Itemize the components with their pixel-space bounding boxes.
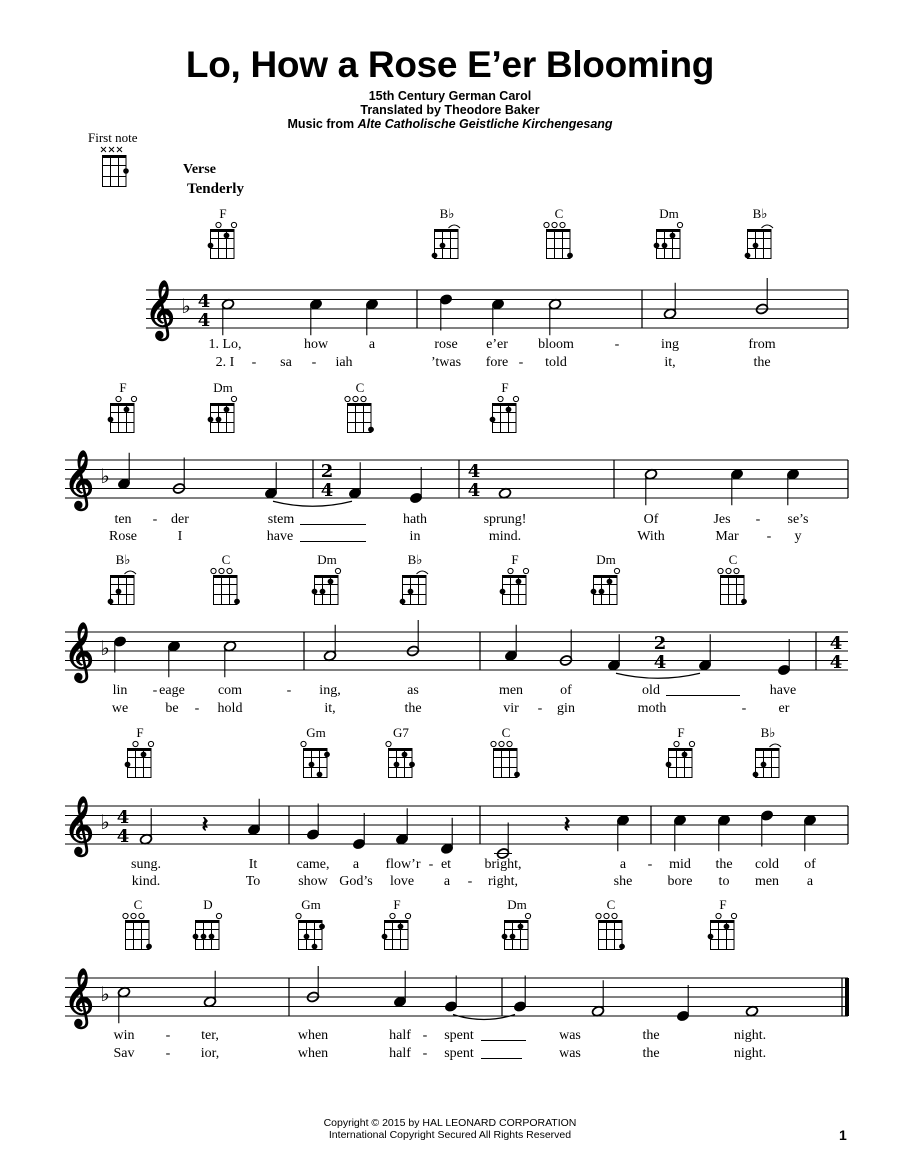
lyric-syllable: we <box>111 701 129 716</box>
chord-name: Gm <box>301 897 321 912</box>
lyric-syllable: a <box>443 874 451 889</box>
chord-name: D <box>203 897 213 912</box>
lyric-syllable: sprung! <box>483 512 527 527</box>
quarter-rest: 𝄽 <box>201 812 209 838</box>
lyric-syllable: - <box>165 1046 171 1061</box>
lyric-syllable: - <box>741 701 747 716</box>
note-head <box>498 487 512 499</box>
chord-name: Gm <box>306 725 326 740</box>
lyric-syllable: when <box>297 1046 329 1061</box>
lyric-syllable: - <box>428 857 434 872</box>
time-signature-top: 4 <box>467 461 481 482</box>
lyric-syllable: - <box>614 337 620 352</box>
lyric-syllable: mind. <box>488 529 522 544</box>
lyric-syllable: Of <box>643 512 659 527</box>
quarter-rest: 𝄽 <box>563 812 571 838</box>
lyric-syllable: God’s <box>339 874 373 889</box>
lyric-syllable: Rose <box>109 529 137 544</box>
chord-name: F <box>119 380 127 395</box>
lyric-syllable: bore <box>667 874 693 889</box>
lyric-syllable: sung. <box>131 857 161 872</box>
rights-line: International Copyright Secured All Rights Reserved <box>328 1129 572 1141</box>
treble-clef: 𝄞 <box>64 449 94 508</box>
lyric-syllable: in <box>409 529 421 544</box>
lyric-syllable: ter, <box>201 1028 219 1043</box>
lyric-syllable: love <box>389 874 415 889</box>
lyric-syllable: be <box>165 701 179 716</box>
lyric-syllable: iah <box>335 355 353 370</box>
chord-name: F <box>136 725 144 740</box>
chord-name: B♭ <box>439 206 455 221</box>
credit-origin: 15th Century German Carol <box>368 89 532 103</box>
chord-name: B♭ <box>760 725 776 740</box>
lyric-syllable: - <box>467 874 473 889</box>
lyric-syllable: - <box>165 1028 171 1043</box>
lyric-syllable: I <box>177 529 183 544</box>
tie <box>273 501 352 506</box>
chord-name: C <box>501 725 511 740</box>
treble-clef: 𝄞 <box>64 967 94 1026</box>
page-number: 1 <box>839 1127 847 1143</box>
chord-name: C <box>221 552 231 567</box>
lyric-syllable: fore <box>485 355 509 370</box>
time-signature-top: 2 <box>320 461 334 482</box>
lyric-syllable: - <box>422 1046 428 1061</box>
chord-name: C <box>606 897 616 912</box>
lyric-syllable: Sav <box>113 1046 135 1061</box>
lyric-syllable: was <box>559 1046 581 1061</box>
lyric-syllable: night. <box>733 1028 767 1043</box>
first-note-label: First note <box>88 130 138 145</box>
chord-name: C <box>554 206 564 221</box>
lyric-syllable: the <box>642 1046 660 1061</box>
tempo-marking: Tenderly <box>187 181 244 197</box>
lyric-syllable: stem <box>267 512 295 527</box>
lyric-syllable: com <box>217 683 243 698</box>
time-signature-bottom: 4 <box>320 480 334 501</box>
copyright-line: Copyright © 2015 by HAL LEONARD CORPORATION <box>323 1117 577 1129</box>
lyric-extender <box>300 541 366 542</box>
lyric-syllable: der <box>171 512 189 527</box>
chord-name: F <box>511 552 519 567</box>
time-signature-top: 4 <box>116 807 130 828</box>
key-signature-flat: ♭ <box>100 464 110 488</box>
treble-clef: 𝄞 <box>64 795 94 854</box>
lyric-syllable: to <box>718 874 730 889</box>
key-signature-flat: ♭ <box>181 294 191 318</box>
chord-name: G7 <box>393 725 409 740</box>
lyric-syllable: told <box>545 355 567 370</box>
chord-name: F <box>501 380 509 395</box>
lyric-syllable: bright, <box>484 857 522 872</box>
time-signature-bottom: 4 <box>197 310 211 331</box>
lyric-syllable: - <box>647 857 653 872</box>
lyric-syllable: the <box>642 1028 660 1043</box>
lyric-extender <box>481 1058 522 1059</box>
lyric-syllable: Jes <box>713 512 731 527</box>
lyric-syllable: ing <box>661 337 679 352</box>
chord-name: F <box>719 897 727 912</box>
chord-name: Dm <box>213 380 233 395</box>
lyric-syllable: of <box>804 857 816 872</box>
lyric-syllable: 2. I <box>215 355 235 370</box>
time-signature-bottom: 4 <box>116 826 130 847</box>
lyric-syllable: have <box>769 683 797 698</box>
final-barline <box>845 978 849 1016</box>
lyric-syllable: a <box>619 857 627 872</box>
lyric-syllable: To <box>245 874 261 889</box>
lyric-syllable: ior, <box>200 1046 220 1061</box>
lyric-syllable: right, <box>488 874 518 889</box>
key-signature-flat: ♭ <box>100 636 110 660</box>
chord-name: B♭ <box>115 552 131 567</box>
lyric-syllable: half <box>389 1046 411 1061</box>
lyric-syllable: the <box>753 355 771 370</box>
lyric-syllable: - <box>311 355 317 370</box>
lyric-syllable: - <box>286 683 292 698</box>
chord-name: F <box>677 725 685 740</box>
lyric-syllable: lin <box>112 683 128 698</box>
lyric-extender <box>481 1040 526 1041</box>
lyric-syllable: it, <box>324 701 336 716</box>
lyric-syllable: was <box>559 1028 581 1043</box>
lyric-syllable: flow’r <box>385 857 421 872</box>
lyric-syllable: night. <box>733 1046 767 1061</box>
lyric-syllable: It <box>248 857 258 872</box>
lyric-syllable: et <box>440 857 452 872</box>
lyric-extender <box>300 524 366 525</box>
lyric-syllable: mid <box>669 857 691 872</box>
lyric-syllable: e’er <box>486 337 508 352</box>
lyric-syllable: se’s <box>787 512 809 527</box>
lyric-syllable: - <box>422 1028 428 1043</box>
lyric-syllable: have <box>266 529 294 544</box>
lyric-syllable: she <box>613 874 633 889</box>
chord-name: B♭ <box>407 552 423 567</box>
lyric-syllable: - <box>152 512 158 527</box>
lyric-syllable: ’twas <box>430 355 462 370</box>
chord-name: Dm <box>596 552 616 567</box>
lyric-syllable: vir <box>503 701 519 716</box>
lyric-syllable: kind. <box>131 874 161 889</box>
lyric-syllable: er <box>778 701 790 716</box>
chord-name: F <box>219 206 227 221</box>
lyric-syllable: - <box>766 529 772 544</box>
lyric-syllable: men <box>754 874 780 889</box>
lyric-syllable: rose <box>434 337 458 352</box>
lyric-syllable: old <box>642 683 660 698</box>
treble-clef: 𝄞 <box>145 279 175 338</box>
lyric-syllable: eage <box>159 683 185 698</box>
lyric-syllable: when <box>297 1028 329 1043</box>
time-signature-bottom: 4 <box>653 652 667 673</box>
lyric-extender <box>666 695 740 696</box>
lyric-syllable: men <box>498 683 524 698</box>
chord-name: C <box>133 897 143 912</box>
chord-name: C <box>355 380 365 395</box>
lyric-syllable: how <box>303 337 329 352</box>
time-signature-bottom: 4 <box>467 480 481 501</box>
lyric-syllable: a <box>368 337 376 352</box>
lyric-syllable: bloom <box>538 337 574 352</box>
time-signature-bottom: 4 <box>829 652 843 673</box>
lyric-syllable: - <box>251 355 257 370</box>
lyric-syllable: half <box>389 1028 411 1043</box>
lyric-syllable: spent <box>444 1046 474 1061</box>
time-signature-top: 2 <box>653 633 667 654</box>
tie <box>616 673 700 678</box>
lyric-syllable: a <box>806 874 814 889</box>
copyright-notice <box>0 1117 900 1141</box>
key-signature-flat: ♭ <box>100 810 110 834</box>
lyric-syllable: - <box>537 701 543 716</box>
lyric-syllable: sa <box>280 355 292 370</box>
chord-name: Dm <box>659 206 679 221</box>
chord-name: F <box>393 897 401 912</box>
lyric-syllable: a <box>352 857 360 872</box>
lyric-syllable: - <box>518 355 524 370</box>
credit-music-source: Music from Alte Catholische Geistliche Kirchengesang <box>287 117 613 131</box>
lyric-syllable: - <box>755 512 761 527</box>
chord-name: Dm <box>317 552 337 567</box>
credit-translator: Translated by Theodore Baker <box>360 103 540 117</box>
time-signature-top: 4 <box>197 291 211 312</box>
lyric-syllable: ten <box>114 512 132 527</box>
tie <box>453 1015 515 1020</box>
lyric-syllable: as <box>407 683 419 698</box>
lyric-syllable: hath <box>402 512 428 527</box>
time-signature-top: 4 <box>829 633 843 654</box>
song-title: Lo, How a Rose E’er Blooming <box>185 44 715 85</box>
lyric-syllable: With <box>637 529 665 544</box>
chord-name: B♭ <box>752 206 768 221</box>
lyric-syllable: spent <box>444 1028 474 1043</box>
lyric-syllable: moth <box>637 701 667 716</box>
lyric-syllable: - <box>152 683 158 698</box>
lyric-syllable: gin <box>557 701 575 716</box>
lyric-syllable: hold <box>217 701 243 716</box>
lyric-syllable: - <box>194 701 200 716</box>
lyric-syllable: came, <box>296 857 330 872</box>
lyric-syllable: cold <box>754 857 780 872</box>
lyric-syllable: show <box>298 874 328 889</box>
chord-name: C <box>728 552 738 567</box>
lyric-syllable: ing, <box>319 683 341 698</box>
section-label: Verse <box>183 162 216 177</box>
treble-clef: 𝄞 <box>64 621 94 680</box>
lyric-syllable: Mar <box>715 529 739 544</box>
note-head <box>745 1005 759 1017</box>
lyric-syllable: the <box>715 857 733 872</box>
lyric-syllable: from <box>748 337 776 352</box>
lyric-syllable: 1. Lo, <box>208 337 242 352</box>
lyric-syllable: of <box>560 683 572 698</box>
lyric-syllable: y <box>794 529 802 544</box>
chord-name: Dm <box>507 897 527 912</box>
lyric-syllable: it, <box>664 355 676 370</box>
key-signature-flat: ♭ <box>100 982 110 1006</box>
lyric-syllable: win <box>113 1028 135 1043</box>
lyric-syllable: the <box>404 701 422 716</box>
